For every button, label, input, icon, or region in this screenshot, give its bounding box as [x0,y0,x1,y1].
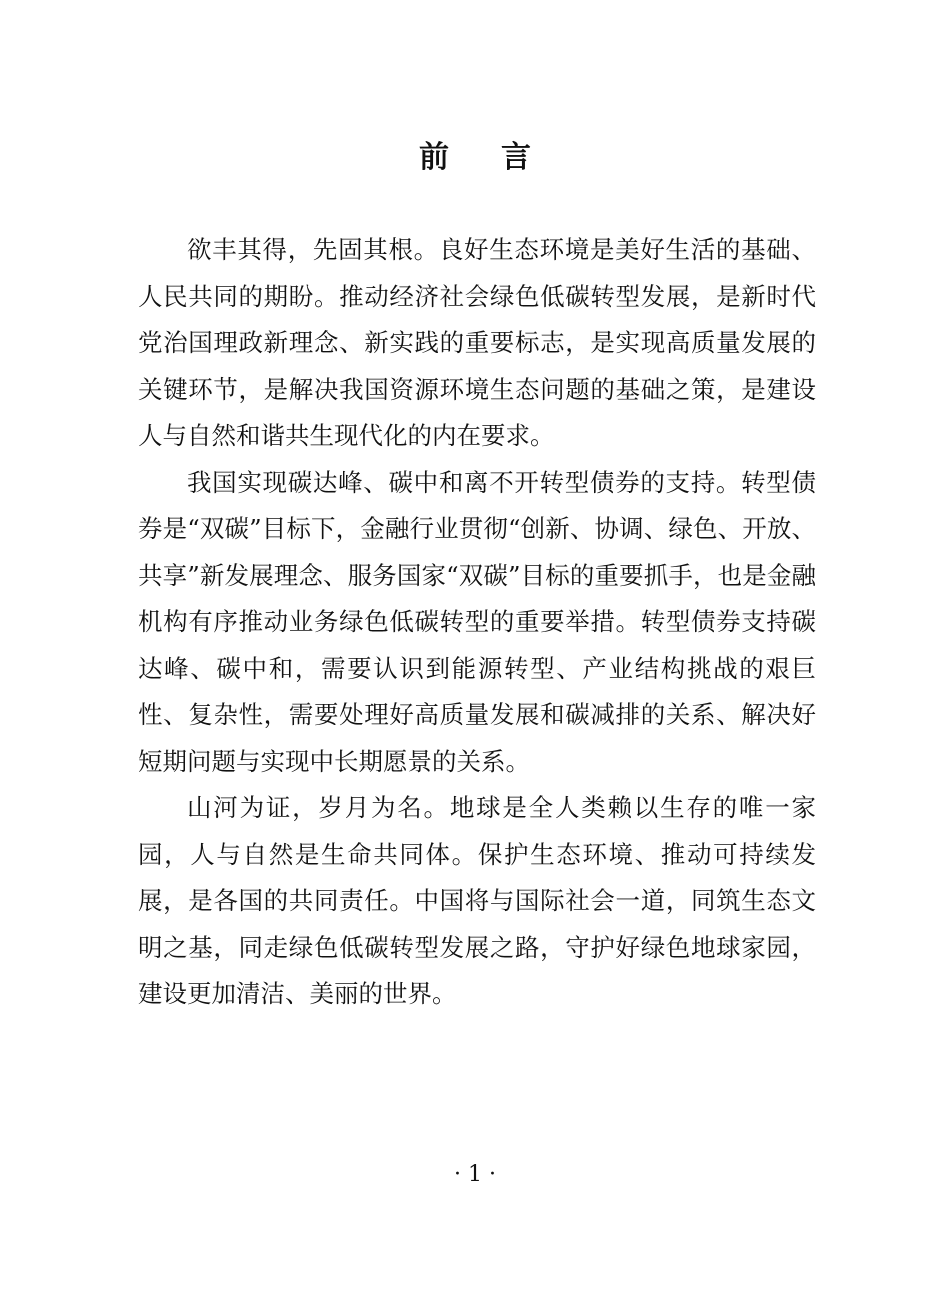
page-number: · 1 · [454,1162,496,1187]
body-text [138,227,816,1018]
paragraph-1: 欲丰其得，先固其根。良好生态环境是美好生活的基础、人民共同的期盼。推动经济社会绿色低碳转型发展，是新时代党治国理政新理念、新实践的重要标志，是实现高质量发展的关键环节，是解决我国资源环境生态问题的基础之策，是建设人与自然和谐共生现代化的内在要求。 [138,235,816,450]
page-title: 前言 [419,140,583,175]
paragraph-3: 山河为证，岁月为名。地球是全人类赖以生存的唯一家园，人与自然是生命共同体。保护生态环境、推动可持续发展，是各国的共同责任。中国将与国际社会一道，同筑生态文明之基，同走绿色低碳转型发展之路，守护好绿色地球家园，建设更加清洁、美丽的世界。 [138,793,816,1008]
paragraph-2: 我国实现碳达峰、碳中和离不开转型债券的支持。转型债券是“双碳”目标下，金融行业贯彻“创新、协调、绿色、开放、共享”新发展理念、服务国家“双碳”目标的重要抓手，也是金融机构有序推动业务绿色低碳转型的重要举措。转型债券支持碳达峰、碳中和，需要认识到能源转型、产业结构挑战的艰巨性、复杂性，需要处理好高质量发展和碳减排的关系、解决好短期问题与实现中长期愿景的关系。 [138,467,816,776]
